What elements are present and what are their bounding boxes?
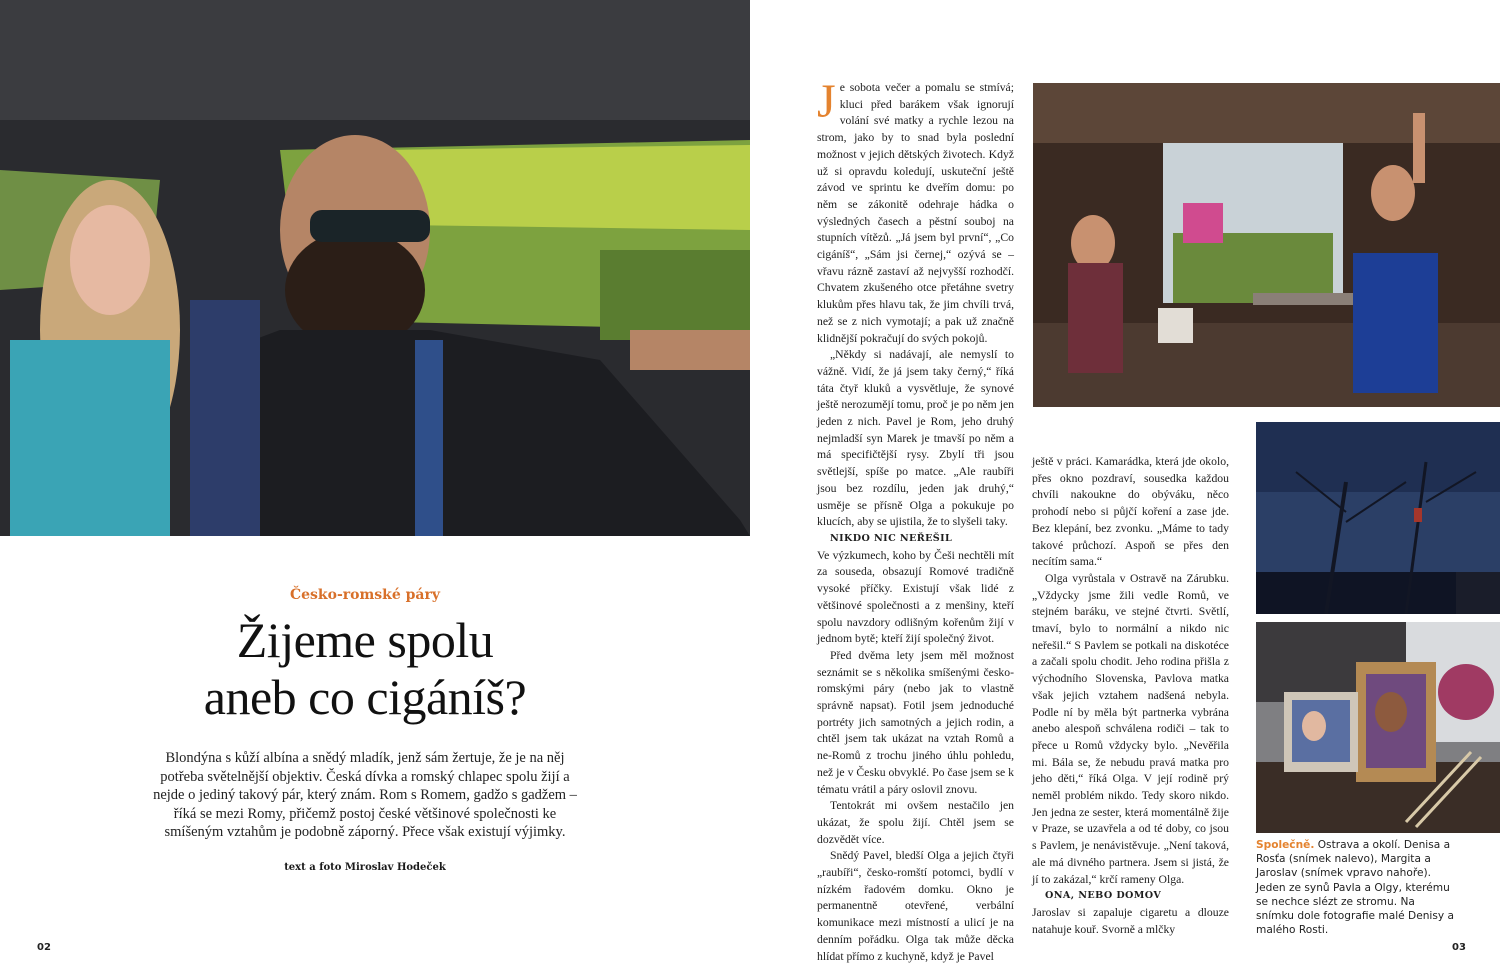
caption-label: Společně.: [1256, 839, 1315, 851]
article-byline: text a foto Miroslav Hodeček: [284, 862, 446, 873]
paragraph: Před dvěma lety jsem měl možnost seznámit se s několika smíšenými česko-romskými páry (nebo jak to vlastně správně napsat). Fotil jsem jednoduché portréty jich samotných a jejich rodin, a chtěl jsem tak ukázat na vztah Romů a ne-Romů z trochu jiného úhlu pohledu, než je v Česku obvyklé. Po čase jsem se k tématu vrátil a páry oslovil znovu.: [817, 648, 1014, 796]
paragraph: Jaroslav si zapaluje cigaretu a dlouze natahuje kouř. Svorně a mlčky: [1032, 905, 1229, 936]
paragraph: Olga vyrůstala v Ostravě na Zárubku. „Vždycky jsme žili vedle Romů, ve stejném baráku, ve stejné čtvrti. Světlí, tmaví, bylo to normální a nikdo nic neřešil.“ S Pavlem se potkali na diskotéce a začali spolu chodit. Jeho rodina přišla z východního Slovenska, Pavlova matka však jejich vztahem nadšená nebyla. Podle ní by měla být partnerka vybrána anebo alespoň schválena rodiči – tak to přece u Romů vždycky bylo. „Nevěřila mi. Bála se, že nebudu pravá matka pro jeho děti,“ říká Olga. V její rodině prý neměl problém nikdo. Tedy skoro nikdo. Jen jedna ze sester, která momentálně žije v Praze, se uzavřela a od té doby, co jsou s Pavlem, je nenávistěvuje. „Není taková, ale má divného partnera. Jsem si jistá, že jí to zakázal,“ krčí rameny Olga.: [1032, 571, 1229, 886]
paragraph: Snědý Pavel, bledší Olga a jejich čtyři „raubíři“, česko-romští potomci, bydlí v nízkém řadovém domku. Okno je permanentně otevřené, verbální komunikace mezi místností a ulicí je na denním pořádku. Olga tak může děcka hlídat přímo z kuchyně, když je Pavel: [817, 849, 1014, 963]
headline-line-1: Žijeme spolu: [236, 612, 494, 668]
paragraph: „Někdy si nadávají, ale nemyslí to vážně. Vidí, že já jsem taky černý,“ říká táta čtyř kluků a vysvětluje, že synové ještě nerozumějí tomu, proč je po něm jen jeden z nich. Pavel je Rom, jeho druhý nejmladší syn Marek je tmavší po něm a má specifičtější rysy. Zbylí tři jsou světlejší, spíše po matce. „Ale raubíři jsou bez rozdílu, jeden jak druhý,“ usměje se přísně Olga a pokukuje po klucích, aby se ujistila, že to slyšeli taky.: [817, 348, 1014, 529]
paragraph: ještě v práci. Kamarádka, která jde okolo, přes okno pozdraví, sousedka každou chvíli nakoukne do obýváku, něco prohodí nebo si půjčí koření a zase jde. Bez klepání, bez zvonku. „Máme to tady takové průchozí. Aspoň se přes den necítím sama.“: [1032, 455, 1229, 569]
photo-framed-pictures: [1256, 622, 1500, 833]
subheading: NIKDO NIC NEŘEŠIL: [830, 532, 953, 544]
page-number-right: 03: [1452, 942, 1466, 953]
paragraph: Ve výzkumech, koho by Češi nechtěli mít za souseda, obsazují Romové tradičně vysoké příčky. Existují však lidé z většinové společnosti a z menšiny, kteří spolu navzdory odlišným kořenům žijí v jednom bytě; kteří žijí společný život.: [817, 548, 1014, 646]
paragraph: Tentokrát mi ovšem nestačilo jen ukázat, že spolu žijí. Chtěl jsem se dozvědět více.: [817, 799, 1014, 846]
page-number-left: 02: [37, 942, 51, 953]
paragraph: Je sobota večer a pomalu se stmívá; kluci před barákem však ignorují volání své matky a rychle lezou na strom, jako by to snad byla poslední možnost v jejich dětských životech. Když už si opravdu koledují, uskuteční ještě závod ve sprintu ke dveřím domu: po něm se zákonitě odehraje hádka o výsledných časech a pěstní souboj na stupních vítězů. „Já jsem byl první“, „Co cigáníš“, „Sám jsi černej,“ ozývá se – vřavu rázně zastaví až nejvyšší rozhodčí. Chvatem zkušeného otce přetáhne svetry klukům přes hlavu tak, že jim chvíli trvá, než se z nich vymotají; a pak už značně klidnější pokračují do svých pokojů.: [817, 75, 1014, 345]
article-lead: Blondýna s kůží albína a snědý mladík, jenž sám žertuje, že je na něj potřeba světelnější objektiv. Česká dívka a romský chlapec spolu žijí a nejde o jediný takový pár, který znám. Rom s Romem, gadžo s gadžem – říká se mezi Romy, přičemž postoj české většinové společnosti ke smíšeným vztahům je podobně záporný. Přece však existují výjimky.: [153, 750, 577, 841]
photo-pergola-couple: [1033, 83, 1500, 407]
drop-cap: J: [817, 75, 836, 128]
text-column-2: [1032, 454, 1229, 938]
section-kicker: Česko-romské páry: [289, 587, 441, 603]
text-column-1: [817, 75, 1014, 965]
photo-tree-dusk: [1256, 422, 1500, 614]
headline-line-2: aneb co cigáníš?: [203, 669, 527, 725]
caption-text: Ostrava a okolí. Denisa a Rosťa (snímek nalevo), Margita a Jaroslav (snímek vpravo nahoře). Jeden ze synů Pavla a Olgy, kterému se nechce slézt ze stromu. Na snímku dole fotografie malé Denisy a malého Rosti.: [1256, 839, 1455, 937]
photo-caption: [1256, 838, 1456, 937]
photo-car-couple: [0, 0, 750, 536]
article-headline: [0, 612, 730, 726]
subheading: ONA, NEBO DOMOV: [1045, 890, 1162, 902]
